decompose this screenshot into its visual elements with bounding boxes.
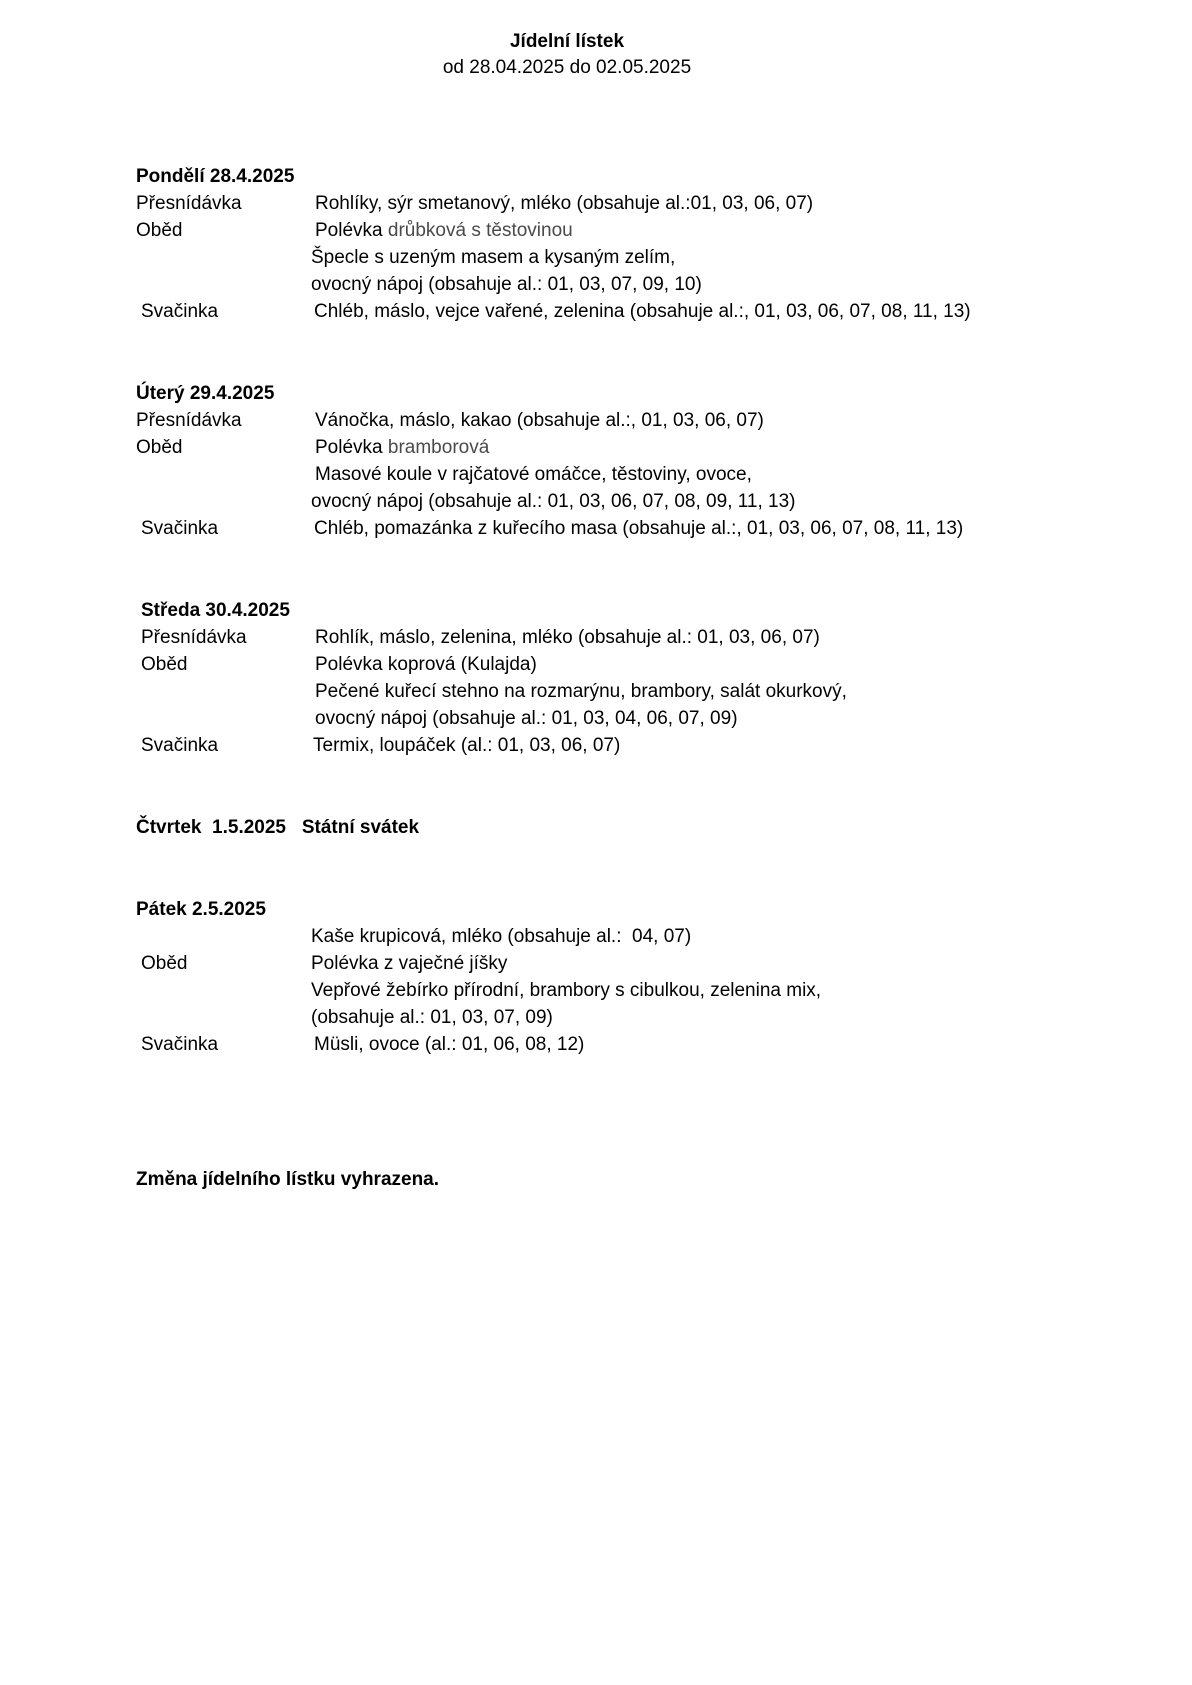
monday-main-line1: Špecle s uzeným masem a kysaným zelím, [311, 247, 676, 268]
monday-snack-label: Svačinka [141, 301, 219, 322]
friday-snack: Müsli, ovoce (al.: 01, 06, 08, 12) [314, 1034, 585, 1055]
tuesday-snack: Chléb, pomazánka z kuřecího masa (obsahuje al.:, 01, 03, 06, 07, 08, 11, 13) [314, 518, 964, 539]
monday-lunch-label: Oběd [136, 220, 183, 241]
menu-period: od 28.04.2025 do 02.05.2025 [442, 57, 692, 78]
wednesday-breakfast-label: Přesnídávka [141, 627, 247, 648]
wednesday-soup: Polévka koprová (Kulajda) [315, 654, 537, 675]
tuesday-breakfast: Vánočka, máslo, kakao (obsahuje al.:, 01, 03, 06, 07) [315, 410, 764, 431]
tuesday-soup-name: bramborová [387, 437, 490, 458]
friday-lunch-label: Oběd [141, 953, 188, 974]
wednesday-breakfast: Rohlík, máslo, zelenina, mléko (obsahuje al.: 01, 03, 06, 07) [315, 627, 820, 648]
tuesday-main-line1: Masové koule v rajčatové omáčce, těstoviny, ovoce, [315, 464, 752, 485]
monday-soup [315, 219, 573, 243]
wednesday-main-line2: ovocný nápoj (obsahuje al.: 01, 03, 04, 06, 07, 09) [315, 708, 738, 729]
day-heading-monday: Pondělí 28.4.2025 [136, 166, 295, 187]
tuesday-soup-prefix: Polévka [315, 437, 383, 458]
wednesday-main-line1: Pečené kuřecí stehno na rozmarýnu, brambory, salát okurkový, [315, 681, 847, 702]
friday-soup: Polévka z vaječné jíšky [311, 953, 508, 974]
wednesday-lunch-label: Oběd [141, 654, 188, 675]
wednesday-snack-label: Svačinka [141, 735, 219, 756]
tuesday-soup [315, 436, 489, 460]
tuesday-breakfast-label: Přesnídávka [136, 410, 242, 431]
day-heading-tuesday: Úterý 29.4.2025 [136, 383, 275, 404]
day-heading-thursday: Čtvrtek 1.5.2025 Státní svátek [136, 817, 420, 838]
day-heading-friday: Pátek 2.5.2025 [136, 899, 266, 920]
footer-note: Změna jídelního lístku vyhrazena. [136, 1169, 440, 1190]
day-heading-wednesday: Středa 30.4.2025 [141, 600, 290, 621]
tuesday-lunch-label: Oběd [136, 437, 183, 458]
wednesday-snack: Termix, loupáček (al.: 01, 03, 06, 07) [313, 735, 621, 756]
tuesday-snack-label: Svačinka [141, 518, 219, 539]
friday-snack-label: Svačinka [141, 1034, 219, 1055]
monday-main-line2: ovocný nápoj (obsahuje al.: 01, 03, 07, 09, 10) [311, 274, 702, 295]
friday-main-line1: Vepřové žebírko přírodní, brambory s cibulkou, zelenina mix, [311, 980, 822, 1001]
page-title: Jídelní lístek [509, 31, 625, 52]
monday-snack: Chléb, máslo, vejce vařené, zelenina (obsahuje al.:, 01, 03, 06, 07, 08, 11, 13) [314, 301, 971, 322]
monday-breakfast: Rohlíky, sýr smetanový, mléko (obsahuje al.:01, 03, 06, 07) [315, 193, 814, 214]
tuesday-main-line2: ovocný nápoj (obsahuje al.: 01, 03, 06, 07, 08, 09, 11, 13) [311, 491, 796, 512]
friday-breakfast: Kaše krupicová, mléko (obsahuje al.: 04, 07) [311, 926, 692, 947]
monday-soup-name: drůbková s těstovinou [387, 220, 573, 241]
monday-breakfast-label: Přesnídávka [136, 193, 242, 214]
friday-main-line2: (obsahuje al.: 01, 03, 07, 09) [311, 1007, 553, 1028]
monday-soup-prefix: Polévka [315, 220, 383, 241]
